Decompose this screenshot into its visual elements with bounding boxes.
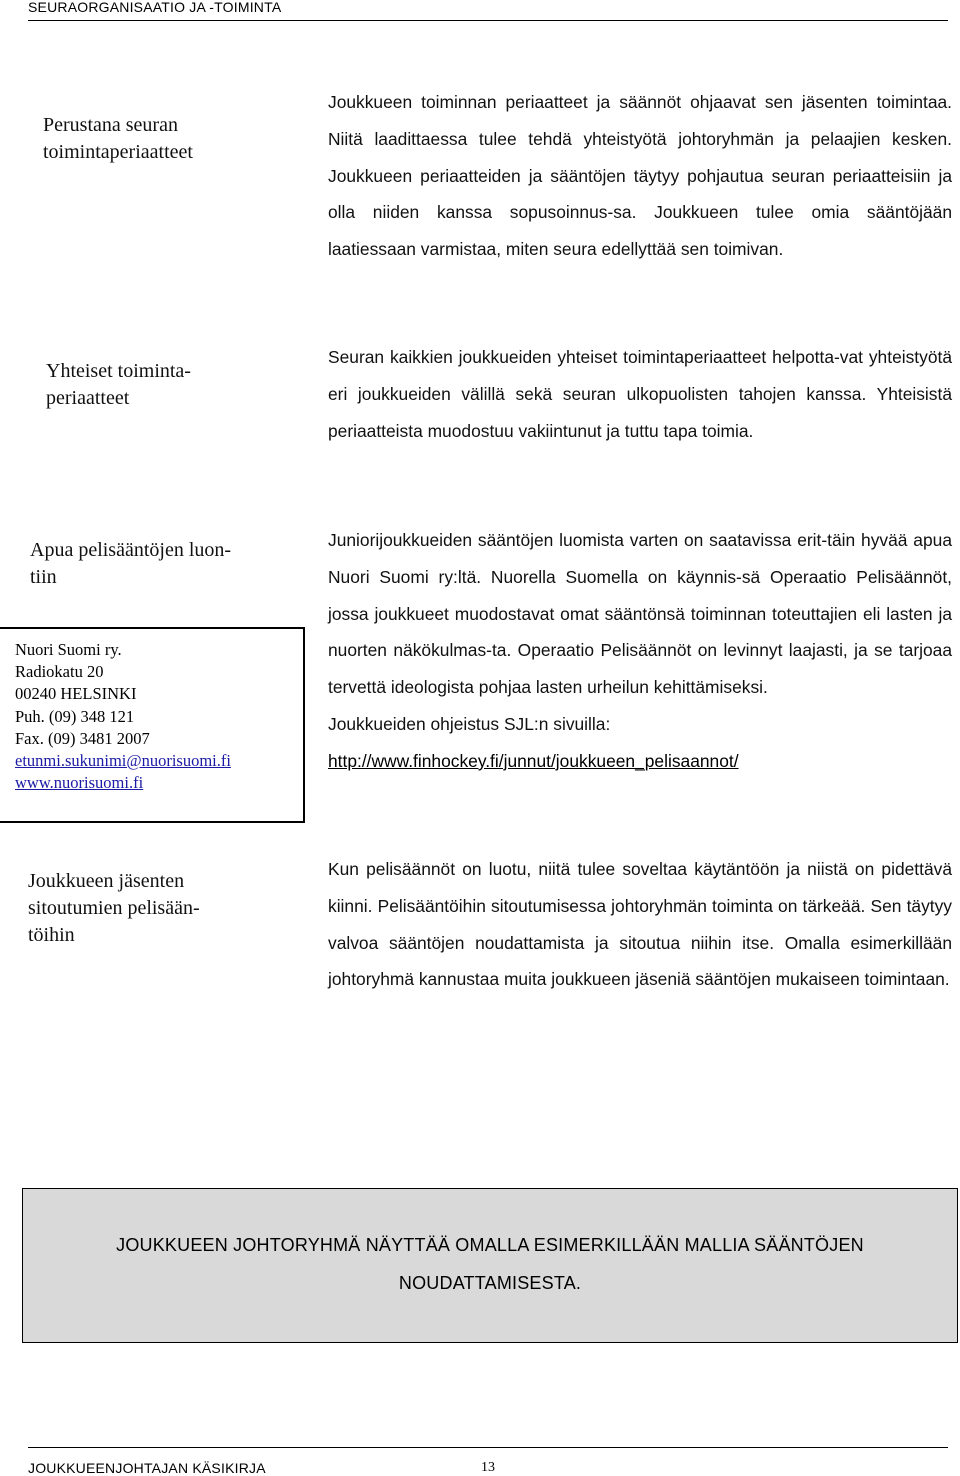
section-body-yhteiset: Seuran kaikkien joukkueiden yhteiset toimintaperiaatteet helpotta-vat yhteistyötä eri joukkueiden välillä sekä seuran ulkopuolisten tahojen kanssa. Yhteisistä periaatteista muodostuu vakiintunut ja tuttu tapa toimia. bbox=[328, 347, 952, 441]
side-heading-line: Apua pelisääntöjen luon- bbox=[30, 539, 232, 561]
contact-web-link[interactable]: www.nuorisuomi.fi bbox=[15, 773, 144, 793]
header-title: SEURAORGANISAATIO JA -TOIMINTA bbox=[28, 0, 282, 15]
callout-text bbox=[23, 1226, 957, 1302]
page-footer bbox=[28, 1447, 948, 1476]
page-header bbox=[28, 0, 948, 21]
side-heading-sitoutuminen bbox=[28, 868, 200, 949]
finhockey-link[interactable]: http://www.finhockey.fi/junnut/joukkueen_pelisaannot/ bbox=[328, 750, 739, 771]
side-heading-line: Yhteiset toiminta- bbox=[46, 360, 191, 382]
side-heading-line: periaatteet bbox=[46, 387, 130, 409]
side-heading-line: töihin bbox=[28, 924, 75, 946]
contact-phone: Puh. (09) 348 121 bbox=[15, 706, 135, 726]
side-heading-line: toimintaperiaatteet bbox=[43, 141, 193, 163]
side-heading-apua bbox=[30, 537, 231, 591]
contact-street: Radiokatu 20 bbox=[15, 662, 104, 682]
contact-box bbox=[0, 627, 305, 823]
callout-line: NOUDATTAMISESTA. bbox=[398, 1273, 582, 1293]
contact-name: Nuori Suomi ry. bbox=[15, 640, 122, 659]
side-heading-line: sitoutumien pelisään- bbox=[28, 897, 200, 919]
ohjeistus-label: Joukkueiden ohjeistus SJL:n sivuilla: bbox=[328, 713, 611, 734]
side-heading-perustana bbox=[43, 112, 193, 166]
callout-box bbox=[22, 1188, 958, 1343]
footer-title: JOUKKUEENJOHTAJAN KÄSIKIRJA bbox=[28, 1460, 266, 1476]
section-body-sitoutuminen: Kun pelisäännöt on luotu, niitä tulee soveltaa käytäntöön ja niistä on pidettävä kiinni. Pelisääntöihin sitoutumisessa johtoryhmän toiminta on tärkeää. Sen täytyy valvoa sääntöjen noudattamista ja sitoutua niihin itse. Omalla esimerkillään johtoryhmä kannustaa muita joukkueen jäseniä sääntöjen mukaiseen toimintaan. bbox=[328, 859, 952, 990]
contact-email-link[interactable]: etunmi.sukunimi@nuorisuomi.fi bbox=[15, 751, 231, 771]
side-heading-line: Perustana seuran bbox=[43, 114, 178, 136]
page-number: 13 bbox=[481, 1460, 495, 1475]
contact-fax: Fax. (09) 3481 2007 bbox=[15, 728, 150, 748]
section-body-perustana: Joukkueen toiminnan periaatteet ja säännöt ohjaavat sen jäsenten toimintaa. Niitä laadittaessa tulee tehdä yhteistyötä johtoryhmän ja pelaajien kesken. Joukkueen periaatteiden ja sääntöjen täytyy pohjautua seuran periaatteisiin ja olla niiden kanssa sopusoinnus-sa. Joukkueen tulee omia sääntöjään laatiessaan varmistaa, miten seura edellyttää sen toimivan. bbox=[328, 92, 952, 260]
side-heading-yhteiset bbox=[46, 358, 191, 412]
side-heading-line: Joukkueen jäsenten bbox=[28, 870, 185, 892]
section-body-apua bbox=[328, 522, 952, 780]
callout-line: JOUKKUEEN JOHTORYHMÄ NÄYTTÄÄ OMALLA ESIMERKILLÄÄN MALLIA SÄÄNTÖJEN bbox=[116, 1235, 864, 1255]
contact-city: 00240 HELSINKI bbox=[15, 684, 137, 704]
section-paragraph: Juniorijoukkueiden sääntöjen luomista varten on saatavissa erit-täin hyvää apua Nuori Suomi ry:ltä. Nuorella Suomella on käynnis-sä Operaatio Pelisäännöt, jossa joukkueet muodostavat omat sääntönsä toiminnan toteuttajien eli lasten ja nuorten näkökulmas-ta. Operaatio Pelisäännöt on levinnyt laajasti, ja se tarjoaa tervettä ideologista pohjaa lasten urheilun kehittämiseksi. bbox=[328, 530, 952, 698]
side-heading-line: tiin bbox=[30, 566, 57, 588]
